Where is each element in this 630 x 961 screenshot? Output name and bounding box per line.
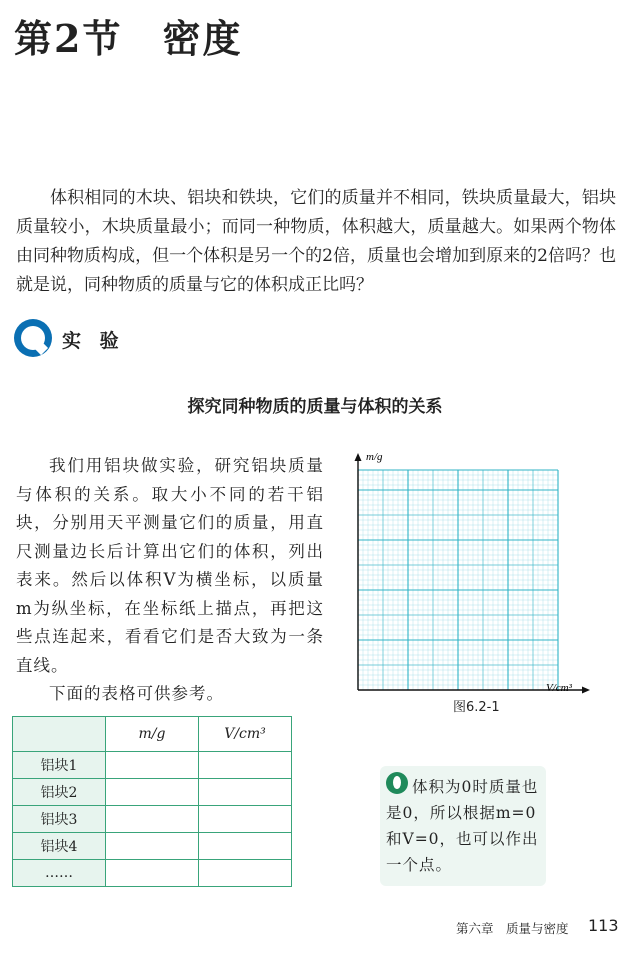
table-row (13, 833, 292, 860)
table-row (13, 752, 292, 779)
volume-cell[interactable] (199, 779, 292, 806)
data-table (12, 716, 292, 887)
volume-cell[interactable] (199, 806, 292, 833)
tip-text: 体积为0时质量也是0，所以根据m=0和V=0，也可以作出一个点。 (386, 778, 539, 874)
page-number: 113 (588, 916, 619, 935)
y-axis-label: m/g (366, 451, 383, 463)
row-label: …… (13, 860, 106, 887)
x-axis-label: V/cm³ (546, 682, 572, 694)
experiment-description (16, 452, 324, 709)
graph-paper-figure (340, 442, 600, 702)
volume-cell[interactable] (199, 860, 292, 887)
mass-cell[interactable] (106, 779, 199, 806)
experiment-paragraph-2: 下面的表格可供参考。 (49, 684, 224, 703)
row-label: 铝块1 (13, 752, 106, 779)
table-header-blank (13, 717, 106, 752)
experiment-paragraph-1: 我们用铝块做实验，研究铝块质量与体积的关系。取大小不同的若干铝块，分别用天平测量它们的质量，用直尺测量边长后计算出它们的体积，列出表来。然后以体积V为横坐标，以质量m为纵坐标，在坐标纸上描点，再把这些点连起来，看看它们是否大致为一条直线。 (16, 456, 324, 675)
section-topic: 密度 (162, 16, 243, 61)
table-header-volume: V/cm³ (199, 717, 292, 752)
mass-cell[interactable] (106, 752, 199, 779)
footer-chapter: 第六章 质量与密度 (456, 921, 569, 936)
intro-text: 体积相同的木块、铝块和铁块，它们的质量并不相同，铁块质量最大，铝块质量较小，木块质量最小；而同一种物质，体积越大，质量越大。如果两个物体由同种物质构成，但一个体积是另一个的2倍，质量也会增加到原来的2倍吗？也就是说，同种物质的质量与它的体积成正比吗？ (16, 188, 616, 295)
mass-cell[interactable] (106, 833, 199, 860)
y-axis-arrow (355, 453, 362, 461)
table-row (13, 860, 292, 887)
experiment-title: 探究同种物质的质量与体积的关系 (187, 397, 443, 417)
row-label: 铝块2 (13, 779, 106, 806)
page-title (14, 8, 242, 63)
experiment-label: 实 验 (62, 330, 125, 352)
row-label: 铝块3 (13, 806, 106, 833)
row-label: 铝块4 (13, 833, 106, 860)
mass-cell[interactable] (106, 806, 199, 833)
mass-cell[interactable] (106, 860, 199, 887)
section-number: 第2节 (14, 16, 123, 61)
table-row (13, 806, 292, 833)
x-axis-arrow (582, 687, 590, 694)
volume-cell[interactable] (199, 833, 292, 860)
table-row (13, 779, 292, 806)
figure-caption: 图6.2-1 (453, 700, 500, 715)
table-header-mass: m/g (106, 717, 199, 752)
intro-paragraph (16, 184, 616, 300)
table-header-row (13, 717, 292, 752)
volume-cell[interactable] (199, 752, 292, 779)
